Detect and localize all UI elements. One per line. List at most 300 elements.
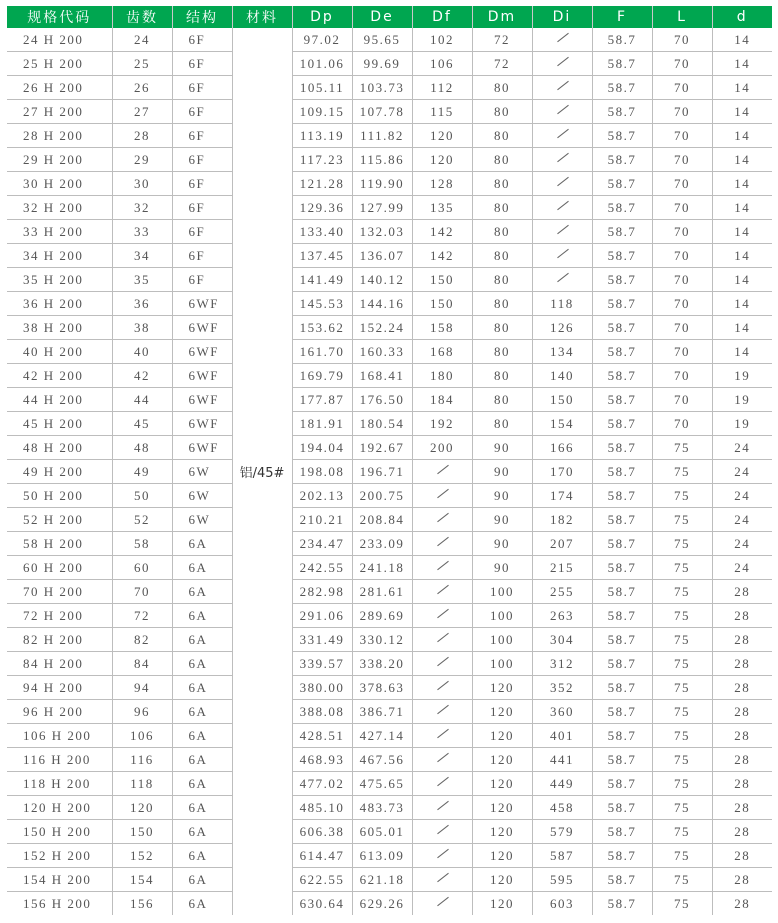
dm-cell: 120 — [472, 676, 532, 700]
l-cell: 75 — [652, 652, 712, 676]
de-cell: 281.61 — [352, 580, 412, 604]
df-cell: 200 — [412, 436, 472, 460]
df-cell — [412, 484, 472, 508]
de-cell: 629.26 — [352, 892, 412, 916]
dp-cell: 622.55 — [292, 868, 352, 892]
dp-cell: 121.28 — [292, 172, 352, 196]
f-cell: 58.7 — [592, 484, 652, 508]
not-applicable-slash-icon — [556, 128, 568, 140]
d-cell: 28 — [712, 820, 772, 844]
teeth-cell: 72 — [112, 604, 172, 628]
not-applicable-slash-icon — [556, 272, 568, 284]
dp-cell: 614.47 — [292, 844, 352, 868]
table-row — [7, 868, 772, 892]
header-di: Di — [532, 6, 592, 28]
table-body — [7, 28, 772, 915]
table-row — [7, 844, 772, 868]
dp-cell: 234.47 — [292, 532, 352, 556]
d-cell: 28 — [712, 724, 772, 748]
not-applicable-slash-icon — [436, 464, 448, 476]
l-cell: 75 — [652, 796, 712, 820]
header-de: De — [352, 6, 412, 28]
header-spec-code: 规格代码 — [7, 6, 112, 28]
df-cell: 142 — [412, 220, 472, 244]
f-cell: 58.7 — [592, 220, 652, 244]
l-cell: 75 — [652, 508, 712, 532]
teeth-cell: 44 — [112, 388, 172, 412]
spec-code-cell: 82 H 200 — [7, 628, 112, 652]
structure-cell: 6WF — [172, 388, 232, 412]
f-cell: 58.7 — [592, 76, 652, 100]
f-cell: 58.7 — [592, 772, 652, 796]
dm-cell: 80 — [472, 388, 532, 412]
l-cell: 75 — [652, 700, 712, 724]
structure-cell: 6A — [172, 724, 232, 748]
structure-cell: 6F — [172, 148, 232, 172]
l-cell: 70 — [652, 100, 712, 124]
table-row — [7, 436, 772, 460]
teeth-cell: 32 — [112, 196, 172, 220]
structure-cell: 6A — [172, 652, 232, 676]
table-row — [7, 100, 772, 124]
d-cell: 19 — [712, 364, 772, 388]
dp-cell: 428.51 — [292, 724, 352, 748]
table-row — [7, 388, 772, 412]
dm-cell: 80 — [472, 364, 532, 388]
df-cell — [412, 724, 472, 748]
table-row — [7, 772, 772, 796]
dm-cell: 120 — [472, 700, 532, 724]
di-cell: 360 — [532, 700, 592, 724]
d-cell: 28 — [712, 772, 772, 796]
structure-cell: 6F — [172, 196, 232, 220]
dp-cell: 117.23 — [292, 148, 352, 172]
l-cell: 75 — [652, 676, 712, 700]
structure-cell: 6WF — [172, 316, 232, 340]
table-row — [7, 580, 772, 604]
di-cell — [532, 172, 592, 196]
dp-cell: 630.64 — [292, 892, 352, 916]
f-cell: 58.7 — [592, 892, 652, 916]
teeth-cell: 45 — [112, 412, 172, 436]
f-cell: 58.7 — [592, 28, 652, 52]
teeth-cell: 40 — [112, 340, 172, 364]
structure-cell: 6W — [172, 460, 232, 484]
de-cell: 152.24 — [352, 316, 412, 340]
f-cell: 58.7 — [592, 292, 652, 316]
teeth-cell: 24 — [112, 28, 172, 52]
di-cell: 166 — [532, 436, 592, 460]
dp-cell: 606.38 — [292, 820, 352, 844]
dp-cell: 242.55 — [292, 556, 352, 580]
dm-cell: 100 — [472, 580, 532, 604]
not-applicable-slash-icon — [436, 656, 448, 668]
d-cell: 14 — [712, 172, 772, 196]
di-cell: 401 — [532, 724, 592, 748]
spec-code-cell: 34 H 200 — [7, 244, 112, 268]
dm-cell: 80 — [472, 196, 532, 220]
structure-cell: 6A — [172, 700, 232, 724]
df-cell: 180 — [412, 364, 472, 388]
dm-cell: 80 — [472, 340, 532, 364]
dm-cell: 80 — [472, 76, 532, 100]
spec-code-cell: 94 H 200 — [7, 676, 112, 700]
d-cell: 14 — [712, 340, 772, 364]
f-cell: 58.7 — [592, 460, 652, 484]
table-row — [7, 820, 772, 844]
de-cell: 605.01 — [352, 820, 412, 844]
de-cell: 330.12 — [352, 628, 412, 652]
d-cell: 19 — [712, 388, 772, 412]
df-cell — [412, 820, 472, 844]
f-cell: 58.7 — [592, 52, 652, 76]
spec-code-cell: 38 H 200 — [7, 316, 112, 340]
structure-cell: 6A — [172, 748, 232, 772]
df-cell — [412, 844, 472, 868]
f-cell: 58.7 — [592, 148, 652, 172]
not-applicable-slash-icon — [436, 560, 448, 572]
di-cell — [532, 220, 592, 244]
f-cell: 58.7 — [592, 676, 652, 700]
spec-code-cell: 118 H 200 — [7, 772, 112, 796]
table-row — [7, 124, 772, 148]
de-cell: 427.14 — [352, 724, 412, 748]
dm-cell: 80 — [472, 124, 532, 148]
table-row — [7, 892, 772, 916]
not-applicable-slash-icon — [556, 200, 568, 212]
teeth-cell: 120 — [112, 796, 172, 820]
teeth-cell: 154 — [112, 868, 172, 892]
df-cell — [412, 532, 472, 556]
not-applicable-slash-icon — [436, 584, 448, 596]
header-structure: 结构 — [172, 6, 232, 28]
dm-cell: 80 — [472, 292, 532, 316]
de-cell: 160.33 — [352, 340, 412, 364]
l-cell: 75 — [652, 556, 712, 580]
structure-cell: 6A — [172, 628, 232, 652]
teeth-cell: 38 — [112, 316, 172, 340]
di-cell — [532, 52, 592, 76]
dp-cell: 133.40 — [292, 220, 352, 244]
d-cell: 14 — [712, 220, 772, 244]
f-cell: 58.7 — [592, 316, 652, 340]
df-cell — [412, 700, 472, 724]
f-cell: 58.7 — [592, 508, 652, 532]
f-cell: 58.7 — [592, 724, 652, 748]
dp-cell: 468.93 — [292, 748, 352, 772]
dp-cell: 113.19 — [292, 124, 352, 148]
dp-cell: 202.13 — [292, 484, 352, 508]
d-cell: 28 — [712, 628, 772, 652]
structure-cell: 6A — [172, 772, 232, 796]
d-cell: 14 — [712, 196, 772, 220]
dm-cell: 100 — [472, 604, 532, 628]
di-cell: 150 — [532, 388, 592, 412]
de-cell: 140.12 — [352, 268, 412, 292]
d-cell: 28 — [712, 868, 772, 892]
de-cell: 103.73 — [352, 76, 412, 100]
structure-cell: 6WF — [172, 412, 232, 436]
spec-code-cell: 50 H 200 — [7, 484, 112, 508]
de-cell: 621.18 — [352, 868, 412, 892]
spec-code-cell: 106 H 200 — [7, 724, 112, 748]
spec-code-cell: 27 H 200 — [7, 100, 112, 124]
spec-code-cell: 33 H 200 — [7, 220, 112, 244]
spec-code-cell: 32 H 200 — [7, 196, 112, 220]
d-cell: 14 — [712, 52, 772, 76]
d-cell: 28 — [712, 580, 772, 604]
f-cell: 58.7 — [592, 556, 652, 580]
di-cell — [532, 28, 592, 52]
dm-cell: 80 — [472, 316, 532, 340]
df-cell: 184 — [412, 388, 472, 412]
spec-code-cell: 26 H 200 — [7, 76, 112, 100]
d-cell: 19 — [712, 412, 772, 436]
table-row — [7, 796, 772, 820]
not-applicable-slash-icon — [556, 80, 568, 92]
teeth-cell: 30 — [112, 172, 172, 196]
di-cell: 170 — [532, 460, 592, 484]
spec-code-cell: 58 H 200 — [7, 532, 112, 556]
teeth-cell: 26 — [112, 76, 172, 100]
de-cell: 119.90 — [352, 172, 412, 196]
dm-cell: 120 — [472, 748, 532, 772]
header-row — [7, 6, 772, 28]
df-cell: 106 — [412, 52, 472, 76]
structure-cell: 6F — [172, 76, 232, 100]
di-cell: 458 — [532, 796, 592, 820]
structure-cell: 6W — [172, 508, 232, 532]
spec-code-cell: 36 H 200 — [7, 292, 112, 316]
table-row — [7, 460, 772, 484]
spec-code-cell: 44 H 200 — [7, 388, 112, 412]
l-cell: 70 — [652, 388, 712, 412]
teeth-cell: 116 — [112, 748, 172, 772]
de-cell: 99.69 — [352, 52, 412, 76]
f-cell: 58.7 — [592, 268, 652, 292]
df-cell: 142 — [412, 244, 472, 268]
d-cell: 14 — [712, 148, 772, 172]
dp-cell: 97.02 — [292, 28, 352, 52]
teeth-cell: 48 — [112, 436, 172, 460]
d-cell: 14 — [712, 100, 772, 124]
d-cell: 14 — [712, 28, 772, 52]
teeth-cell: 150 — [112, 820, 172, 844]
f-cell: 58.7 — [592, 844, 652, 868]
l-cell: 70 — [652, 28, 712, 52]
di-cell: 449 — [532, 772, 592, 796]
teeth-cell: 29 — [112, 148, 172, 172]
df-cell — [412, 892, 472, 916]
table-row — [7, 652, 772, 676]
di-cell: 603 — [532, 892, 592, 916]
not-applicable-slash-icon — [556, 104, 568, 116]
not-applicable-slash-icon — [436, 536, 448, 548]
di-cell — [532, 100, 592, 124]
d-cell: 28 — [712, 748, 772, 772]
df-cell — [412, 580, 472, 604]
dp-cell: 181.91 — [292, 412, 352, 436]
l-cell: 70 — [652, 412, 712, 436]
not-applicable-slash-icon — [436, 680, 448, 692]
dp-cell: 477.02 — [292, 772, 352, 796]
not-applicable-slash-icon — [436, 488, 448, 500]
table-row — [7, 244, 772, 268]
de-cell: 233.09 — [352, 532, 412, 556]
f-cell: 58.7 — [592, 388, 652, 412]
de-cell: 192.67 — [352, 436, 412, 460]
di-cell: 304 — [532, 628, 592, 652]
de-cell: 475.65 — [352, 772, 412, 796]
teeth-cell: 96 — [112, 700, 172, 724]
di-cell: 207 — [532, 532, 592, 556]
df-cell — [412, 556, 472, 580]
f-cell: 58.7 — [592, 532, 652, 556]
d-cell: 14 — [712, 316, 772, 340]
l-cell: 75 — [652, 772, 712, 796]
dm-cell: 72 — [472, 52, 532, 76]
d-cell: 14 — [712, 268, 772, 292]
header-df: Df — [412, 6, 472, 28]
l-cell: 75 — [652, 436, 712, 460]
d-cell: 24 — [712, 532, 772, 556]
df-cell — [412, 652, 472, 676]
de-cell: 208.84 — [352, 508, 412, 532]
spec-code-cell: 52 H 200 — [7, 508, 112, 532]
dm-cell: 80 — [472, 412, 532, 436]
dm-cell: 90 — [472, 532, 532, 556]
df-cell: 128 — [412, 172, 472, 196]
dp-cell: 105.11 — [292, 76, 352, 100]
teeth-cell: 34 — [112, 244, 172, 268]
not-applicable-slash-icon — [556, 224, 568, 236]
dm-cell: 120 — [472, 796, 532, 820]
pulley-spec-table — [7, 6, 772, 915]
teeth-cell: 58 — [112, 532, 172, 556]
l-cell: 75 — [652, 604, 712, 628]
table-row — [7, 316, 772, 340]
de-cell: 467.56 — [352, 748, 412, 772]
structure-cell: 6A — [172, 676, 232, 700]
l-cell: 70 — [652, 52, 712, 76]
di-cell — [532, 148, 592, 172]
not-applicable-slash-icon — [556, 176, 568, 188]
table-row — [7, 508, 772, 532]
not-applicable-slash-icon — [436, 632, 448, 644]
teeth-cell: 84 — [112, 652, 172, 676]
l-cell: 70 — [652, 220, 712, 244]
table-row — [7, 76, 772, 100]
df-cell — [412, 604, 472, 628]
teeth-cell: 36 — [112, 292, 172, 316]
header-teeth: 齿数 — [112, 6, 172, 28]
df-cell: 115 — [412, 100, 472, 124]
dm-cell: 90 — [472, 484, 532, 508]
header-dm: Dm — [472, 6, 532, 28]
l-cell: 75 — [652, 484, 712, 508]
de-cell: 107.78 — [352, 100, 412, 124]
table-row — [7, 628, 772, 652]
di-cell — [532, 196, 592, 220]
table-row — [7, 172, 772, 196]
not-applicable-slash-icon — [436, 512, 448, 524]
spec-code-cell: 24 H 200 — [7, 28, 112, 52]
d-cell: 28 — [712, 652, 772, 676]
l-cell: 75 — [652, 844, 712, 868]
spec-code-cell: 154 H 200 — [7, 868, 112, 892]
df-cell: 120 — [412, 148, 472, 172]
table-row — [7, 748, 772, 772]
not-applicable-slash-icon — [556, 152, 568, 164]
not-applicable-slash-icon — [436, 848, 448, 860]
l-cell: 70 — [652, 268, 712, 292]
l-cell: 75 — [652, 892, 712, 916]
header-dp: Dp — [292, 6, 352, 28]
d-cell: 14 — [712, 124, 772, 148]
l-cell: 70 — [652, 316, 712, 340]
f-cell: 58.7 — [592, 652, 652, 676]
df-cell: 168 — [412, 340, 472, 364]
di-cell: 263 — [532, 604, 592, 628]
di-cell: 182 — [532, 508, 592, 532]
dp-cell: 141.49 — [292, 268, 352, 292]
dm-cell: 120 — [472, 868, 532, 892]
di-cell: 174 — [532, 484, 592, 508]
d-cell: 28 — [712, 676, 772, 700]
df-cell — [412, 676, 472, 700]
material-cell: 铝/45# — [232, 28, 292, 915]
teeth-cell: 33 — [112, 220, 172, 244]
structure-cell: 6F — [172, 28, 232, 52]
di-cell: 118 — [532, 292, 592, 316]
d-cell: 28 — [712, 796, 772, 820]
spec-code-cell: 29 H 200 — [7, 148, 112, 172]
dm-cell: 72 — [472, 28, 532, 52]
spec-code-cell: 152 H 200 — [7, 844, 112, 868]
dm-cell: 80 — [472, 244, 532, 268]
spec-code-cell: 42 H 200 — [7, 364, 112, 388]
structure-cell: 6A — [172, 844, 232, 868]
df-cell: 112 — [412, 76, 472, 100]
l-cell: 70 — [652, 76, 712, 100]
f-cell: 58.7 — [592, 580, 652, 604]
di-cell: 154 — [532, 412, 592, 436]
spec-code-cell: 120 H 200 — [7, 796, 112, 820]
dm-cell: 120 — [472, 844, 532, 868]
not-applicable-slash-icon — [436, 776, 448, 788]
table-row — [7, 340, 772, 364]
di-cell: 215 — [532, 556, 592, 580]
d-cell: 28 — [712, 844, 772, 868]
spec-code-cell: 84 H 200 — [7, 652, 112, 676]
d-cell: 24 — [712, 436, 772, 460]
table-row — [7, 556, 772, 580]
structure-cell: 6F — [172, 52, 232, 76]
l-cell: 75 — [652, 748, 712, 772]
dm-cell: 90 — [472, 436, 532, 460]
l-cell: 70 — [652, 196, 712, 220]
d-cell: 14 — [712, 292, 772, 316]
de-cell: 180.54 — [352, 412, 412, 436]
de-cell: 378.63 — [352, 676, 412, 700]
teeth-cell: 49 — [112, 460, 172, 484]
structure-cell: 6A — [172, 580, 232, 604]
de-cell: 111.82 — [352, 124, 412, 148]
teeth-cell: 35 — [112, 268, 172, 292]
spec-code-cell: 25 H 200 — [7, 52, 112, 76]
dm-cell: 80 — [472, 172, 532, 196]
header-l: L — [652, 6, 712, 28]
